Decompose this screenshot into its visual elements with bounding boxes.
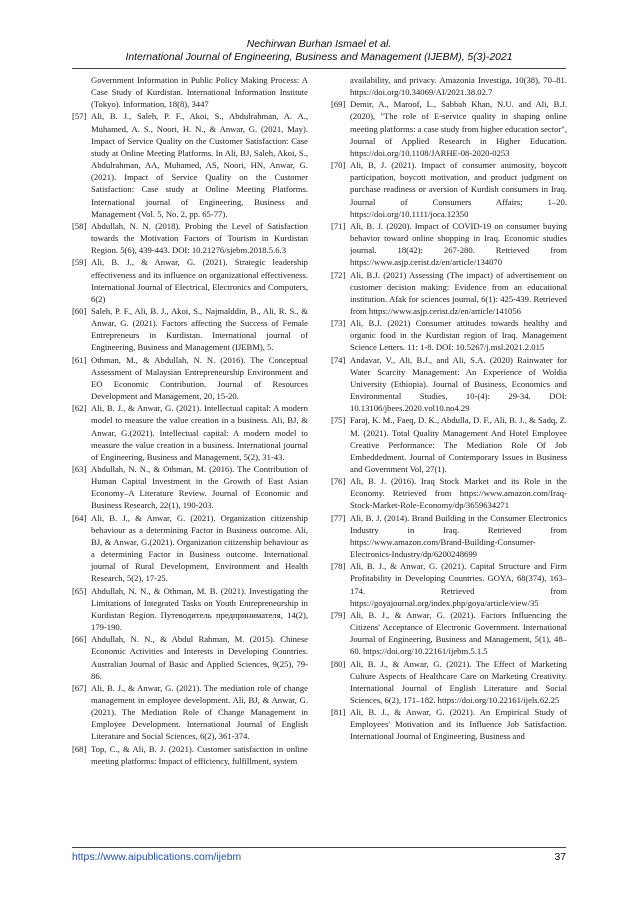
reference-text: Ali, B. J., & Anwar, G. (2021). Factors Influencing the Citizens' Acceptance of Electronic Government. International Journal of Engineering, Business and Management, 5(1), 48–60. https://doi.org/10.22161/ijebm.5.1.5	[350, 609, 567, 657]
reference-entry	[331, 475, 567, 511]
reference-text: Faraj, K. M., Faeq, D. K., Abdulla, D. F., Ali, B. J., & Sadq, Z. M. (2021). Total Quality Management And Hotel Employee Creative Performance: The Mediation Role Of Job Embeddedment. Journal of Contemporary Issues in Business and Government Vol, 27(1).	[350, 415, 567, 474]
reference-number: [81]	[331, 707, 346, 718]
reference-entry	[72, 682, 308, 743]
reference-number: [66]	[72, 634, 87, 645]
reference-number: [80]	[331, 658, 346, 669]
reference-continuation: Government Information in Public Policy Making Process: A Case Study of Kurdistan. International Information Institute (Tokyo). Information, 18(8), 3447	[91, 75, 308, 110]
reference-number: [76]	[331, 476, 346, 487]
reference-number: [69]	[331, 99, 346, 110]
reference-text: Ali, B. J., & Anwar, G. (2021). The mediation role of change management in employee development. Ali, BJ, & Anwar, G.(2021). The Mediation Role of Change Management in Employee Development. International Journal of English Literature and Social Sciences, 6(2), 361-374.	[91, 682, 308, 742]
reference-number: [58]	[72, 220, 87, 231]
reference-text: Ali, B. J. (2016). Iraq Stock Market and its Role in the Economy. Retrieved from https://www.amazon.com/Iraq-Stock-Market-Role-Economy/dp/3659634271	[350, 476, 567, 511]
left-column	[72, 74, 308, 767]
reference-entry	[72, 305, 308, 354]
reference-text: Andavar, V., Ali, B.J., and Ali, S.A. (2020) Rainwater for Water Scarcity Management: An Experience of Woldia University (Ethiopia). Journal of Business, Economics and Environmental Studies, 10-(4): 29-34. DOI: 10.13106/jbees.2020.vol10.no4.29	[350, 354, 567, 414]
reference-text: Ali, B. J., & Anwar, G. (2021). The Effect of Marketing Culture Aspects of Healthcare Care on Marketing Creativity. International Journal of English Literature and Social Sciences, 6(2), 171–182. https://doi.org/10.22161/ijels.62.25	[350, 658, 567, 705]
reference-number: [77]	[331, 512, 346, 523]
reference-entry	[72, 402, 308, 463]
reference-text: Abdullah, N. N., & Abdul Rahman, M. (2015). Chinese Economic Activities and Interests in Developing Countries. Australian Journal of Basic and Applied Sciences, 9(25), 79-86.	[91, 634, 308, 681]
running-header	[0, 38, 638, 64]
header-journal: International Journal of Engineering, Business and Management (IJEBM), 5(3)-2021	[125, 52, 513, 63]
reference-number: [68]	[72, 743, 87, 754]
reference-entry	[331, 269, 567, 318]
reference-text: Ali, B.J. (2021) Consumer attitudes towards healthy and organic food in the Kurdistan region of Iraq. Management Science Letters. 11: 1-8. DOI: 10.5267/j.msl.2021.2.015	[350, 318, 567, 353]
reference-list-left	[72, 110, 308, 766]
reference-text: Ali, B. J., Saleh, P. F., Akoi, S., Abdulrahman, A. A., Muhamed, A. S., Noori, H. N., & Anwar, G. (2021, May). Impact of Service Quality on the Customer Satisfaction: Case study at Online Meeting Platforms. In Ali, BJ, Saleh, Akoi, S., Abdulrahman, AA, Muhamed, AS, Noori, HN, Anwar, G.(2021). Impact of Service Quality on the Customer Satisfaction: Case study at Online Meeting Platforms. International journal of Engineering, Business and Management (Vol. 5, No. 2, pp. 65-77).	[91, 111, 308, 219]
reference-number: [57]	[72, 111, 87, 122]
reference-number: [73]	[331, 318, 346, 329]
footer-divider	[72, 847, 566, 848]
reference-continuation: availability, and privacy. Amazonia Investiga, 10(38), 70–81. https://doi.org/10.34069/AI/2021.38.02.7	[350, 75, 567, 98]
reference-number: [60]	[72, 305, 87, 316]
reference-entry	[331, 706, 567, 742]
reference-text: Othman, M., & Abdullah, N. N. (2016). The Conceptual Assessment of Malaysian Entrepreneurship Environment and EO Economic Contribution. Journal of Resources Development and Management, 20, 15-20.	[91, 354, 308, 402]
reference-entry	[331, 560, 567, 609]
reference-entry	[331, 159, 567, 220]
reference-entry	[72, 633, 308, 682]
reference-number: [62]	[72, 403, 87, 414]
reference-text: Ali, B. J., & Anwar, G. (2021). Intellectual capital: A modern model to measure the value creation in a business. Ali, BJ, & Anwar, G.(2021). Intellectual capital: A modern model to measure the value creation in a business. International journal of Engineering, Business and Management, 5(2), 31-43.	[91, 403, 308, 462]
reference-entry	[72, 220, 308, 256]
page-number: 37	[554, 852, 566, 863]
reference-number: [78]	[331, 561, 346, 572]
reference-number: [65]	[72, 585, 87, 596]
reference-number: [67]	[72, 682, 87, 693]
reference-text: Ali, B.J. (2021) Assessing (The impact) of advertisement on customer decision making: Evidence from an educational institution. Afak for sciences journal, 6(1): 425-439. Retrieved from https://www.asjp.cerist.dz/en/article/141056	[350, 269, 567, 316]
header-divider	[72, 68, 566, 69]
reference-entry	[72, 354, 308, 403]
reference-list-right	[331, 98, 567, 742]
reference-entry	[331, 220, 567, 269]
reference-entry	[331, 317, 567, 353]
reference-number: [74]	[331, 354, 346, 365]
reference-text: Ali, B. J., & Anwar, G. (2021). An Empirical Study of Employees' Motivation and its Influence Job Satisfaction. International Journal of Engineering, Business and	[350, 707, 567, 742]
reference-number: [59]	[72, 257, 87, 268]
reference-text: Ali, B. J., & Anwar, G. (2021). Organization citizenship behaviour as a determining Factor in Business outcome. Ali, BJ, & Anwar, G.(2021). Organization citizenship behaviour as a determining Factor in Business outcome. International journal of Rural Development, Environment and Health Research, 5(2), 17-25.	[91, 512, 308, 584]
reference-text: Ali, B. J. (2020). Impact of COVID-19 on consumer buying behavior toward online shopping in Iraq. Economic studies journal. 18(42): 267-280. Retrieved from https://www.asjp.cerist.dz/en/article/134070	[350, 220, 567, 268]
reference-number: [64]	[72, 512, 87, 523]
reference-entry	[331, 609, 567, 658]
reference-text: Ali, B. J., & Anwar, G. (2021). Strategic leadership effectiveness and its influence on organizational effectiveness. International Journal of Electrical, Electronics and Computers, 6(2)	[91, 257, 308, 304]
reference-number: [63]	[72, 464, 87, 474]
footer-url-link[interactable]: https://www.aipublications.com/ijebm	[72, 852, 242, 863]
reference-number: [70]	[331, 160, 346, 171]
reference-number: [79]	[331, 609, 346, 620]
reference-entry	[331, 414, 567, 475]
reference-entry	[72, 463, 308, 512]
reference-text: Abdullah, N. N. (2018). Probing the Level of Satisfaction towards the Motivation Factors of Tourism in Kurdistan Region. 5(6), 439-443. DOI: 10.21276/sjebm.2018.5.6.3	[91, 220, 308, 256]
reference-number: [71]	[331, 220, 346, 231]
reference-text: Saleh, P. F., Ali, B. J., Akoi, S., Najmalddin, B., Ali, R. S., & Anwar, G. (2021). Factors affecting the Success of Female Entrepreneurs in Kurdistan. International journal of Engineering, Business and Management (IJEBM), 5.	[91, 305, 308, 353]
reference-text: Ali, B. J. (2014). Brand Building in the Consumer Electronics Industry in Iraq. Retrieved from https://www.amazon.com/Brand-Building-Consumer-Electronics-Industry/dp/6200248699	[350, 512, 567, 560]
reference-text: Abdullah, N. N., & Othman, M. (2016). The Contribution of Human Capital Investment in the Growth of East Asian Economy–A Literature Review. Journal of Economic and Business Research, 22(1), 190-203.	[91, 464, 308, 511]
reference-text: Abdullah, N. N., & Othman, M. B. (2021). Investigating the Limitations of Integrated Tasks on Youth Entrepreneurship in Kurdistan Region. Путеводитель предпринимателя, 14(2), 179-190.	[91, 585, 308, 633]
reference-entry	[331, 512, 567, 561]
right-column	[331, 74, 567, 743]
reference-entry	[331, 658, 567, 707]
reference-text: Ali, B, J. (2021). Impact of consumer animosity, boycott participation, boycott motivation, and product judgment on purchase readiness or aversion of Kurdish consumers in Iraq. Journal of Consumers Affairs; 1–20. https://doi.org/10.1111/joca.12350	[350, 160, 567, 219]
reference-text: Ali, B. J., & Anwar, G. (2021). Capital Structure and Firm Profitability in Developing Countries. GOYA, 68(374), 163–174. Retrieved from https://goyajournal.org/index.php/goya/article/view/35	[350, 561, 567, 608]
header-authors: Nechirwan Burhan Ismael et al.	[246, 39, 392, 50]
reference-entry	[72, 585, 308, 634]
reference-number: [72]	[331, 269, 346, 280]
reference-number: [61]	[72, 354, 87, 365]
reference-number: [75]	[331, 415, 346, 426]
reference-entry	[331, 354, 567, 415]
reference-text: Demir, A., Maroof, L., Sabbah Khan, N.U. and Ali, B.J. (2020), "The role of E-service quality in shaping online meeting platforms: a case study from higher education sector", Journal of Applied Research in Higher Education. https://doi.org/10.1108/JARHE-08-2020-0253	[350, 99, 567, 158]
reference-entry	[72, 743, 308, 767]
reference-entry	[72, 110, 308, 219]
reference-entry	[72, 512, 308, 585]
reference-entry	[331, 98, 567, 159]
reference-text: Top, C., & Ali, B. J. (2021). Customer satisfaction in online meeting platforms: Impact of efficiency, fulfillment, system	[91, 743, 308, 766]
reference-entry	[72, 256, 308, 305]
